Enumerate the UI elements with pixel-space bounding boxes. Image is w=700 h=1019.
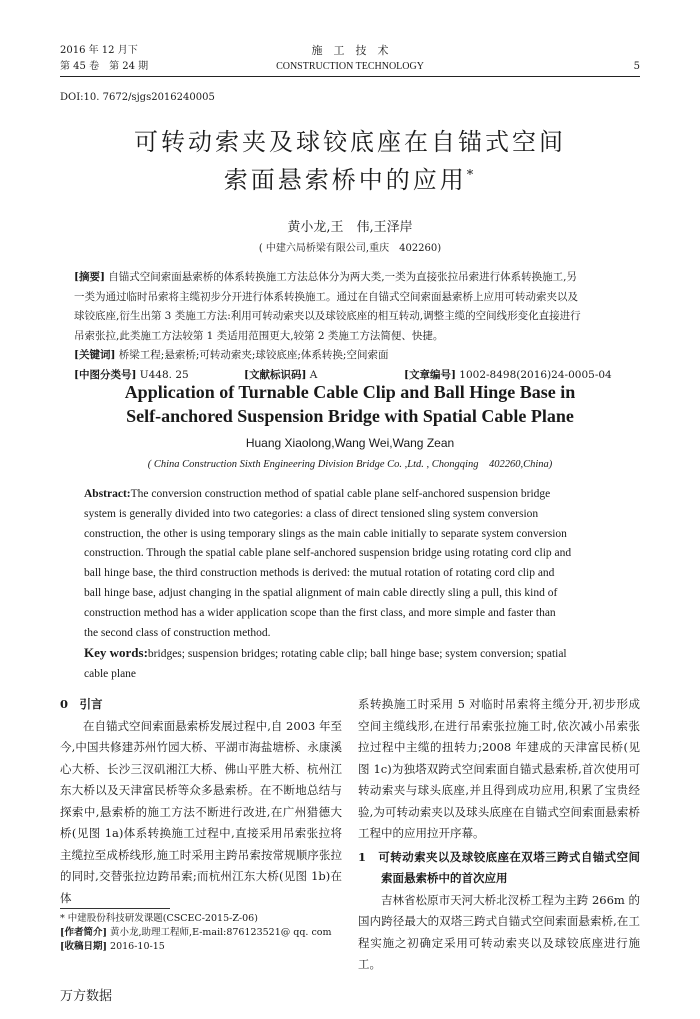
keywords-cn-label: [关键词]	[74, 349, 116, 361]
footnotes	[60, 912, 350, 954]
journal-name-en: CONSTRUCTION TECHNOLOGY	[276, 61, 424, 72]
abstract-cn-text: 自锚式空间索面悬索桥的体系转换施工方法总体分为两大类,一类为直接张拉吊索进行体系转换施工,另	[108, 271, 577, 283]
title-en-line2: Self-anchored Suspension Bridge with Spatial Cable Plane	[126, 406, 574, 426]
footnote-received	[60, 940, 350, 954]
footnote-fund: * 中建股份科技研发课题(CSCEC-2015-Z-06)	[60, 913, 258, 924]
abstract-en-label: Abstract:	[84, 488, 131, 500]
body-right-column	[358, 694, 640, 976]
title-footnote-mark: *	[466, 168, 477, 183]
footnote-author	[60, 926, 350, 940]
title-cn-line2	[0, 160, 700, 195]
abstract-en-line: system is generally divided into two categories: a class of direct tensioned sling system conversion	[84, 507, 539, 520]
abstract-en-line: construction. Through the spatial cable plane self-anchored suspension bridge using rotating cord clip and	[84, 547, 572, 560]
page-number: 5	[633, 61, 640, 72]
abstract-en-line: ball hinge base, adjust changing in the spatial alignment of main cable directly sling a pull, this kind of	[84, 586, 558, 599]
body-left-column	[60, 694, 342, 909]
footnote-received-text: 2016-10-15	[110, 941, 165, 952]
abstract-cn-line	[74, 268, 630, 288]
footnote-rule	[60, 908, 170, 909]
keywords-en-line2: cable plane	[84, 668, 137, 681]
article-number-value: 1002-8498(2016)24-0005-04	[459, 368, 612, 381]
abstract-en-line: construction, the other is using temporary slings as the main cable initially to separate system conversion	[84, 527, 567, 540]
body-paragraph: 吉林省松原市天河大桥北汊桥工程为主跨 266m 的国内跨径最大的双塔三跨式自锚式空间索面悬索桥,在工程实施之初确定采用可转动索夹以及球铰底座进行施工。	[358, 892, 640, 971]
abstract-cn-line: 球铰底座,衍生出第 3 类施工方法:利用可转动索夹以及球铰底座的相互转动,调整主缆的空间线形变化直接进行	[74, 310, 581, 322]
affiliation-en: ( China Construction Sixth Engineering Division Bridge Co. ,Ltd. , Chongqing 402260,China)	[147, 459, 553, 470]
title-cn-line2-text: 索面悬索桥中的应用	[223, 166, 467, 194]
abstract-cn-label: [摘要]	[74, 271, 105, 283]
abstract-cn-line: 吊索张拉,此类施工方法较第 1 类适用范围更大,较第 2 类施工方法简便、快捷。	[74, 329, 444, 342]
abstract-en-line: the second class of construction method.	[84, 626, 271, 639]
authors-en: Huang Xiaolong,Wang Wei,Wang Zean	[245, 436, 455, 450]
header-rule	[60, 76, 640, 77]
journal-name-cn: 施 工 技 术	[311, 44, 389, 57]
footnote-author-label: [作者简介]	[60, 927, 107, 938]
section-0-heading: 0 引言	[60, 697, 103, 711]
keywords-en-label: Key words:	[84, 645, 148, 661]
abstract-en-line	[84, 485, 618, 505]
keywords-cn	[74, 346, 630, 366]
clc-value: U448. 25	[139, 368, 189, 381]
title-en-line1: Application of Turnable Cable Clip and Ball Hinge Base in	[124, 382, 576, 402]
watermark-text: 万方数据	[60, 989, 113, 1004]
affiliation-cn: ( 中建六局桥梁有限公司,重庆 402260)	[258, 243, 442, 254]
keywords-en-text: bridges; suspension bridges; rotating cable clip; ball hinge base; system conversion; spatial	[147, 648, 567, 661]
abstract-en	[84, 485, 618, 685]
authors-cn: 黄小龙,王 伟,王泽岸	[287, 220, 413, 235]
doc-code-label: [文献标识码]	[244, 368, 307, 381]
body-paragraph: 系转换施工时采用 5 对临时吊索将主缆分开,初步形成空间主缆线形,在进行吊索张拉施工时,依次减小吊索张拉过程中主缆的扭转力;2008 年建成的天津富民桥(见图 1c)为独塔双跨式空间索面自锚式悬索桥,首次使用可转动索夹与球头底座,并且得到成功应用,积累了宝贵经验,为可转动索夹以及球头底座在自锚式空间索面悬索桥工程中的应用拉开序幕。	[358, 697, 640, 840]
header-date: 2016 年 12 月下	[60, 45, 138, 56]
abstract-en-line: ball hinge base, the third construction methods is derived: the mutual rotation of rotating cord clip and	[84, 567, 555, 580]
keywords-cn-text: 桥梁工程;悬索桥;可转动索夹;球铰底座;体系转换;空间索面	[118, 349, 389, 361]
footnote-received-label: [收稿日期]	[60, 941, 107, 952]
doi: DOI:10. 7672/sjgs2016240005	[60, 92, 215, 103]
footnote-author-text: 黄小龙,助理工程师,E-mail:876123521@ qq. com	[110, 927, 332, 938]
abstract-cn-line: 一类为通过临时吊索将主缆初步分开进行体系转换施工。通过在自锚式空间索面悬索桥上应用可转动索夹以及	[74, 290, 578, 303]
abstract-en-line: construction method has a wider application scope than the first class, and more simple and faster than	[84, 606, 556, 619]
header-volume: 第 45 卷 第 24 期	[60, 61, 149, 72]
abstract-cn	[74, 268, 630, 385]
keywords-en	[84, 643, 618, 665]
article-number-label: [文章编号]	[404, 368, 456, 381]
abstract-en-text: The conversion construction method of spatial cable plane self-anchored suspension bridge	[130, 488, 551, 500]
section-1-heading: 1 可转动索夹以及球铰底座在双塔三跨式自锚式空间索面悬索桥中的首次应用	[358, 849, 640, 885]
body-paragraph: 在自锚式空间索面悬索桥发展过程中,自 2003 年至今,中国共修建苏州竹园大桥、平湖市海盐塘桥、永康溪心大桥、长沙三汊矶湘江大桥、佛山平胜大桥、杭州江东大桥以及天津富民桥等众多悬索桥。在不断地总结与探索中,悬索桥的施工方法不断进行改进,在广州猎德大桥(见图 1a)体系转换施工过程中,直接采用吊索张拉将主缆拉至成桥线形,施工时采用主跨吊索按常规顺序张拉的同时,交替张拉边跨吊索;而杭州江东大桥(见图 1b)在体	[60, 718, 342, 905]
clc-label: [中图分类号]	[74, 368, 137, 381]
title-cn-line1: 可转动索夹及球铰底座在自锚式空间	[134, 128, 566, 156]
doc-code-value: A	[309, 368, 318, 381]
